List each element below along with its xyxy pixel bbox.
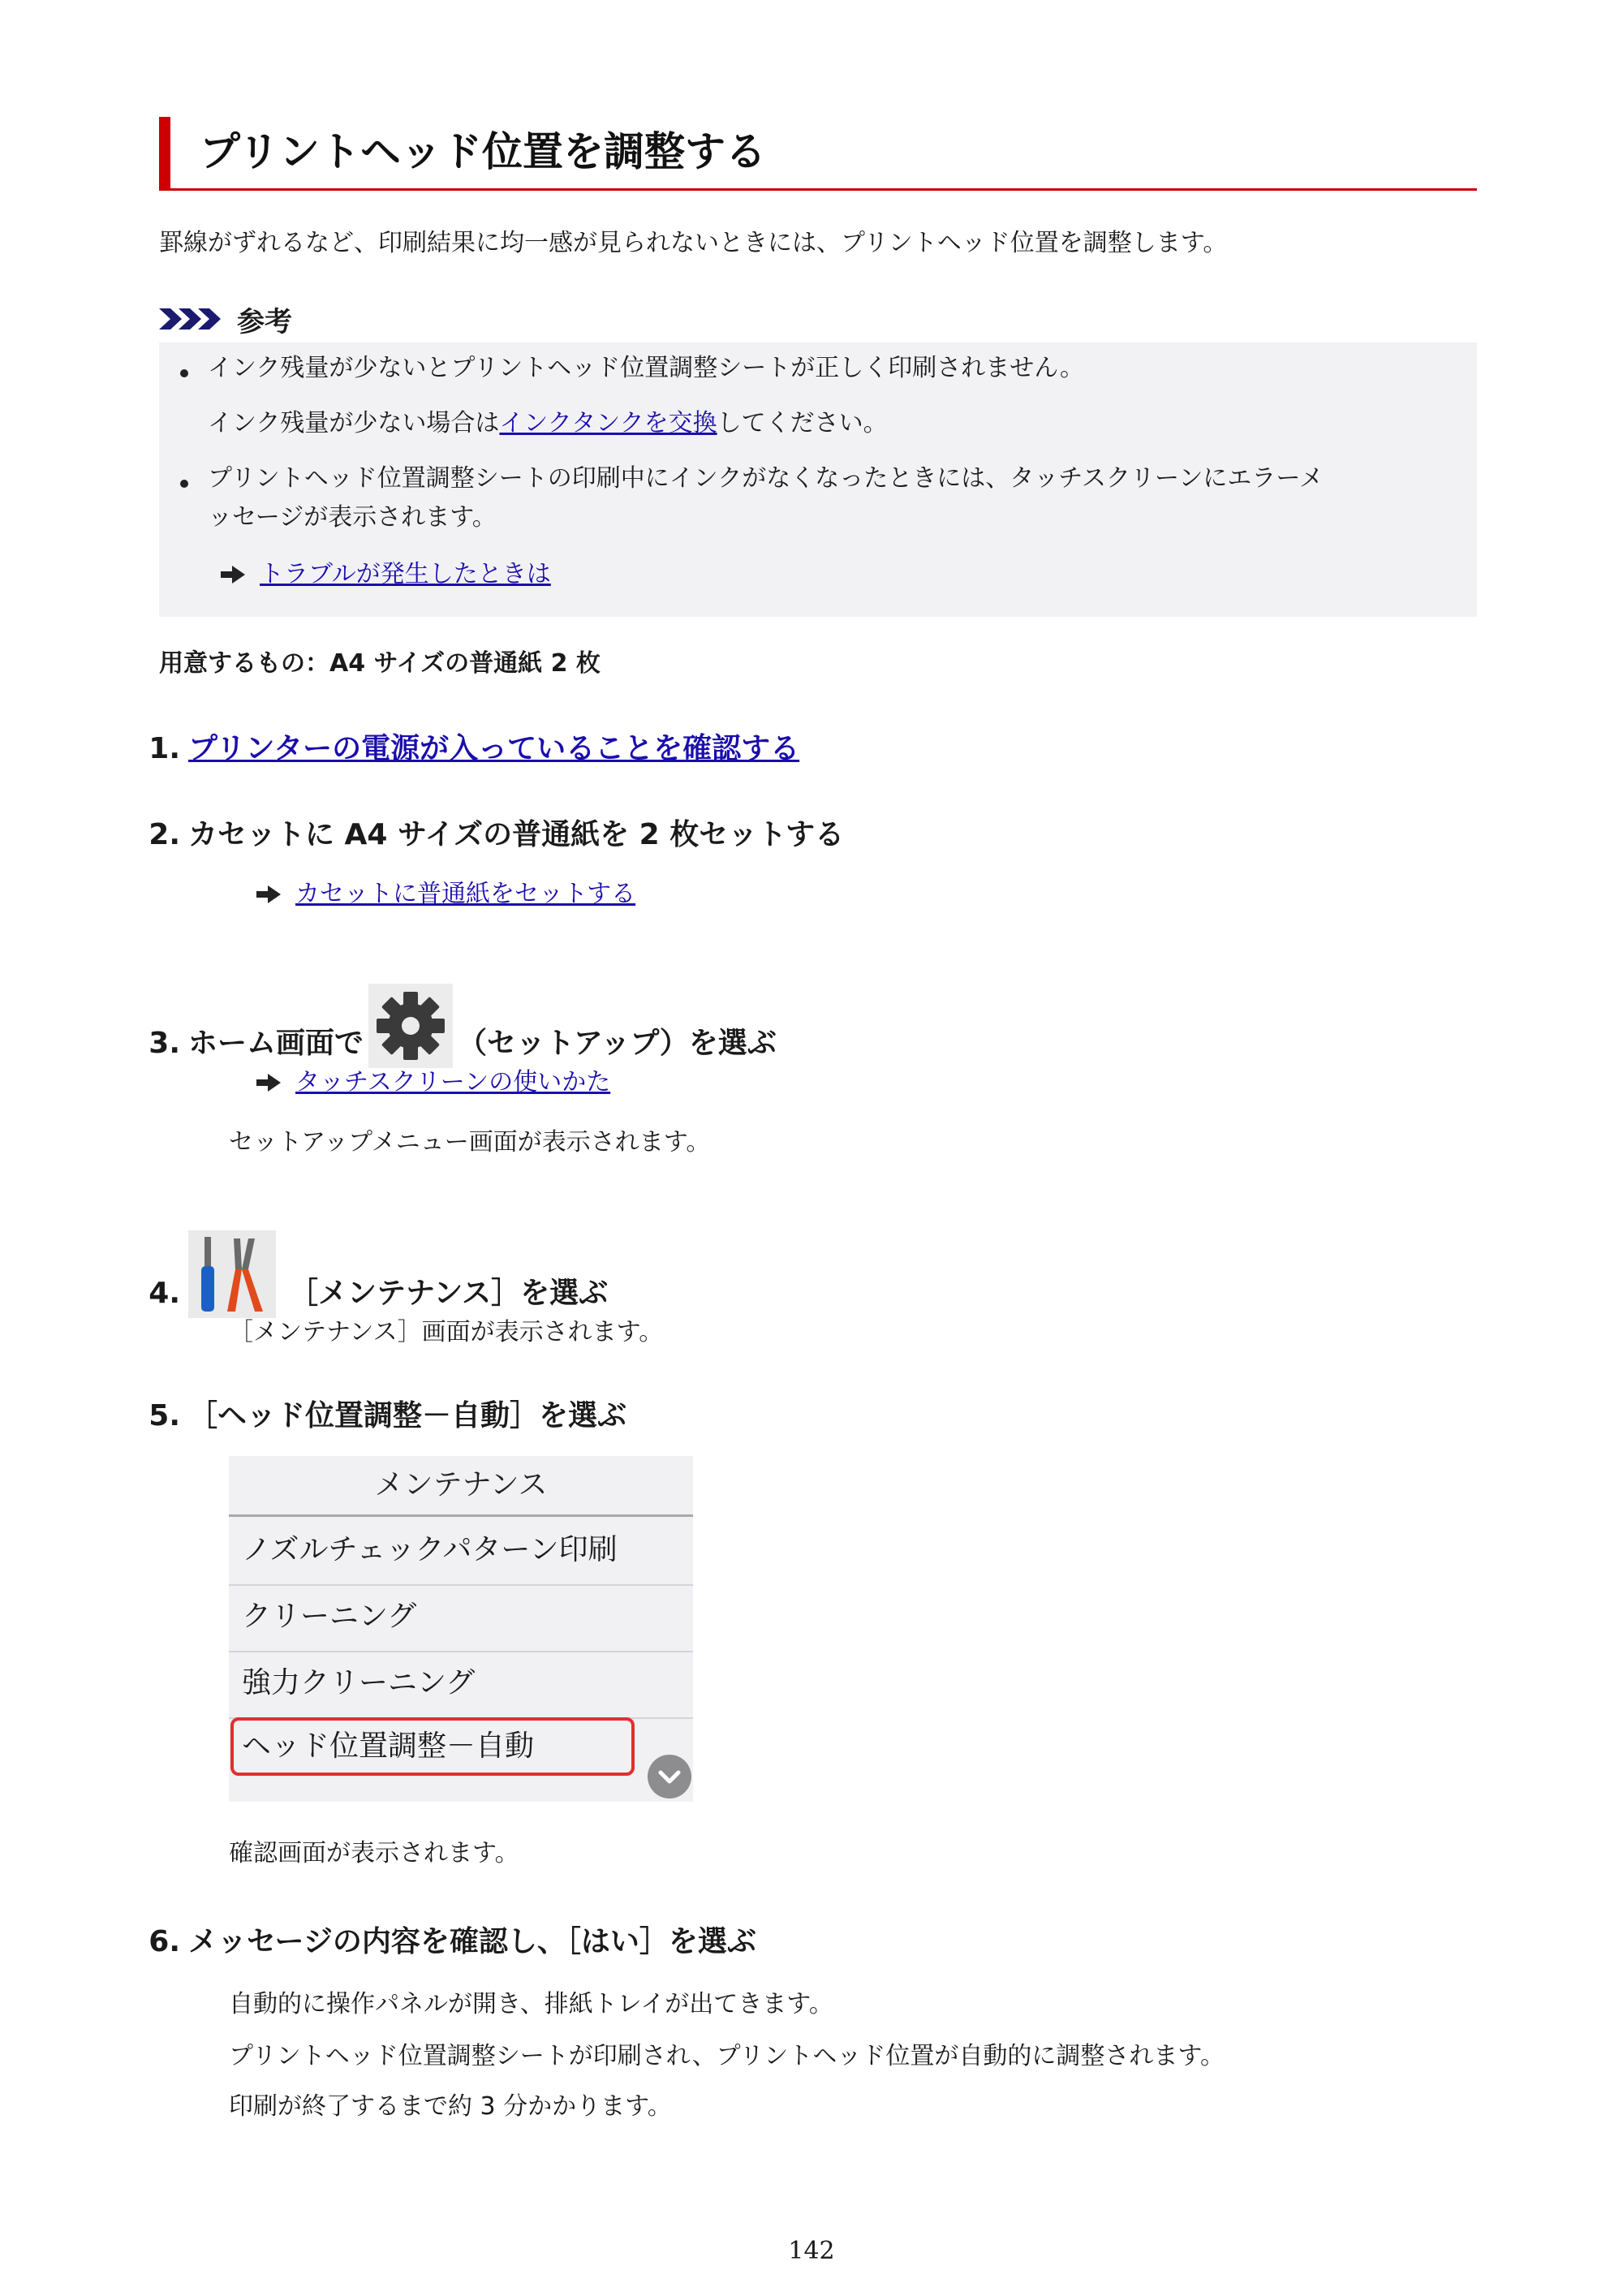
bullet (180, 369, 188, 377)
step-number: 5. (149, 1399, 180, 1432)
menu-title-divider (229, 1514, 693, 1517)
step-1 (135, 729, 799, 769)
step-6-description-1: 自動的に操作パネルが開き、排紙トレイが出てきます。 (229, 1990, 833, 2018)
arrow-right-icon (256, 885, 281, 903)
step-text: カセットに A4 サイズの普通紙を 2 枚セットする (188, 818, 845, 851)
step-6-description-3: 印刷が終了するまで約 3 分かかります。 (229, 2092, 672, 2121)
setup-gear-icon (368, 984, 453, 1068)
step-6 (135, 1922, 756, 1962)
page-number: 142 (788, 2237, 835, 2265)
note-text: してください。 (717, 409, 888, 437)
menu-title: メンテナンス (374, 1468, 548, 1501)
step-number: 4. (149, 1277, 180, 1310)
step-6-description-2: プリントヘッド位置調整シートが印刷され、プリントヘッド位置が自動的に調整されます。 (229, 2042, 1225, 2070)
replace-ink-tank-link[interactable]: インクタンクを交換 (499, 409, 717, 437)
menu-item-head-alignment-auto[interactable]: ヘッド位置調整－自動 (242, 1730, 535, 1763)
note-text: インク残量が少ない場合は (208, 409, 500, 437)
menu-item-cleaning[interactable]: クリーニング (242, 1600, 417, 1633)
note-line: ッセージが表示されます。 (208, 503, 497, 532)
trouble-link-row (221, 557, 551, 592)
load-paper-link-row (256, 877, 635, 912)
note-line (208, 406, 888, 442)
chevrons-icon (159, 307, 229, 331)
note-heading (159, 300, 292, 338)
arrow-right-icon (256, 1074, 281, 1092)
intro-text: 罫線がずれるなど、印刷結果に均一感が見られないときには、プリントヘッド位置を調整します。 (159, 229, 1228, 257)
step-number: 1. (149, 732, 180, 765)
load-paper-link[interactable]: カセットに普通紙をセットする (295, 880, 636, 908)
step-text: メッセージの内容を確認し、［はい］を選ぶ (188, 1925, 756, 1958)
menu-item-deep-cleaning[interactable]: 強力クリーニング (242, 1666, 476, 1699)
selected-item-highlight (230, 1717, 635, 1776)
note-heading-label: 参考 (237, 305, 292, 338)
chevron-down-icon (648, 1755, 691, 1798)
step-number: 3. (149, 1027, 180, 1060)
step-5-description: 確認画面が表示されます。 (229, 1839, 519, 1867)
note-line: インク残量が少ないとプリントヘッド位置調整シートが正しく印刷されません。 (208, 354, 1084, 382)
confirm-power-link[interactable]: プリンターの電源が入っていることを確認する (188, 732, 800, 765)
bullet (180, 480, 188, 488)
step-5 (135, 1396, 626, 1437)
page-title: プリントヘッド位置を調整する (200, 128, 766, 175)
step-text: ［メンテナンス］を選ぶ (289, 1277, 609, 1310)
step-text: （セットアップ）を選ぶ (458, 1027, 777, 1060)
arrow-right-icon (221, 566, 245, 584)
touchscreen-usage-link[interactable]: タッチスクリーンの使いかた (295, 1068, 611, 1096)
menu-item-nozzle-check[interactable]: ノズルチェックパターン印刷 (242, 1533, 618, 1566)
scroll-down-button[interactable] (648, 1755, 691, 1798)
step-text: ［ヘッド位置調整－自動］を選ぶ (188, 1399, 627, 1432)
title-underline (159, 188, 1477, 191)
note-box (159, 342, 1477, 617)
step-2 (135, 815, 844, 855)
step-number: 2. (149, 818, 180, 851)
step-3-description: セットアップメニュー画面が表示されます。 (229, 1128, 711, 1157)
title-accent-bar (159, 117, 170, 190)
maintenance-menu-screen (229, 1456, 693, 1802)
step-4-description: ［メンテナンス］画面が表示されます。 (229, 1318, 664, 1346)
note-line: プリントヘッド位置調整シートの印刷中にインクがなくなったときには、タッチスクリーンにエラーメ (208, 464, 1324, 493)
preparation-text: 用意するもの：A4 サイズの普通紙 2 枚 (159, 649, 601, 678)
maintenance-tools-icon (188, 1230, 276, 1318)
step-number: 6. (149, 1925, 180, 1958)
step-text: ホーム画面で (188, 1027, 364, 1060)
trouble-link[interactable]: トラブルが発生したときは (260, 560, 551, 588)
touchscreen-link-row (256, 1065, 610, 1101)
